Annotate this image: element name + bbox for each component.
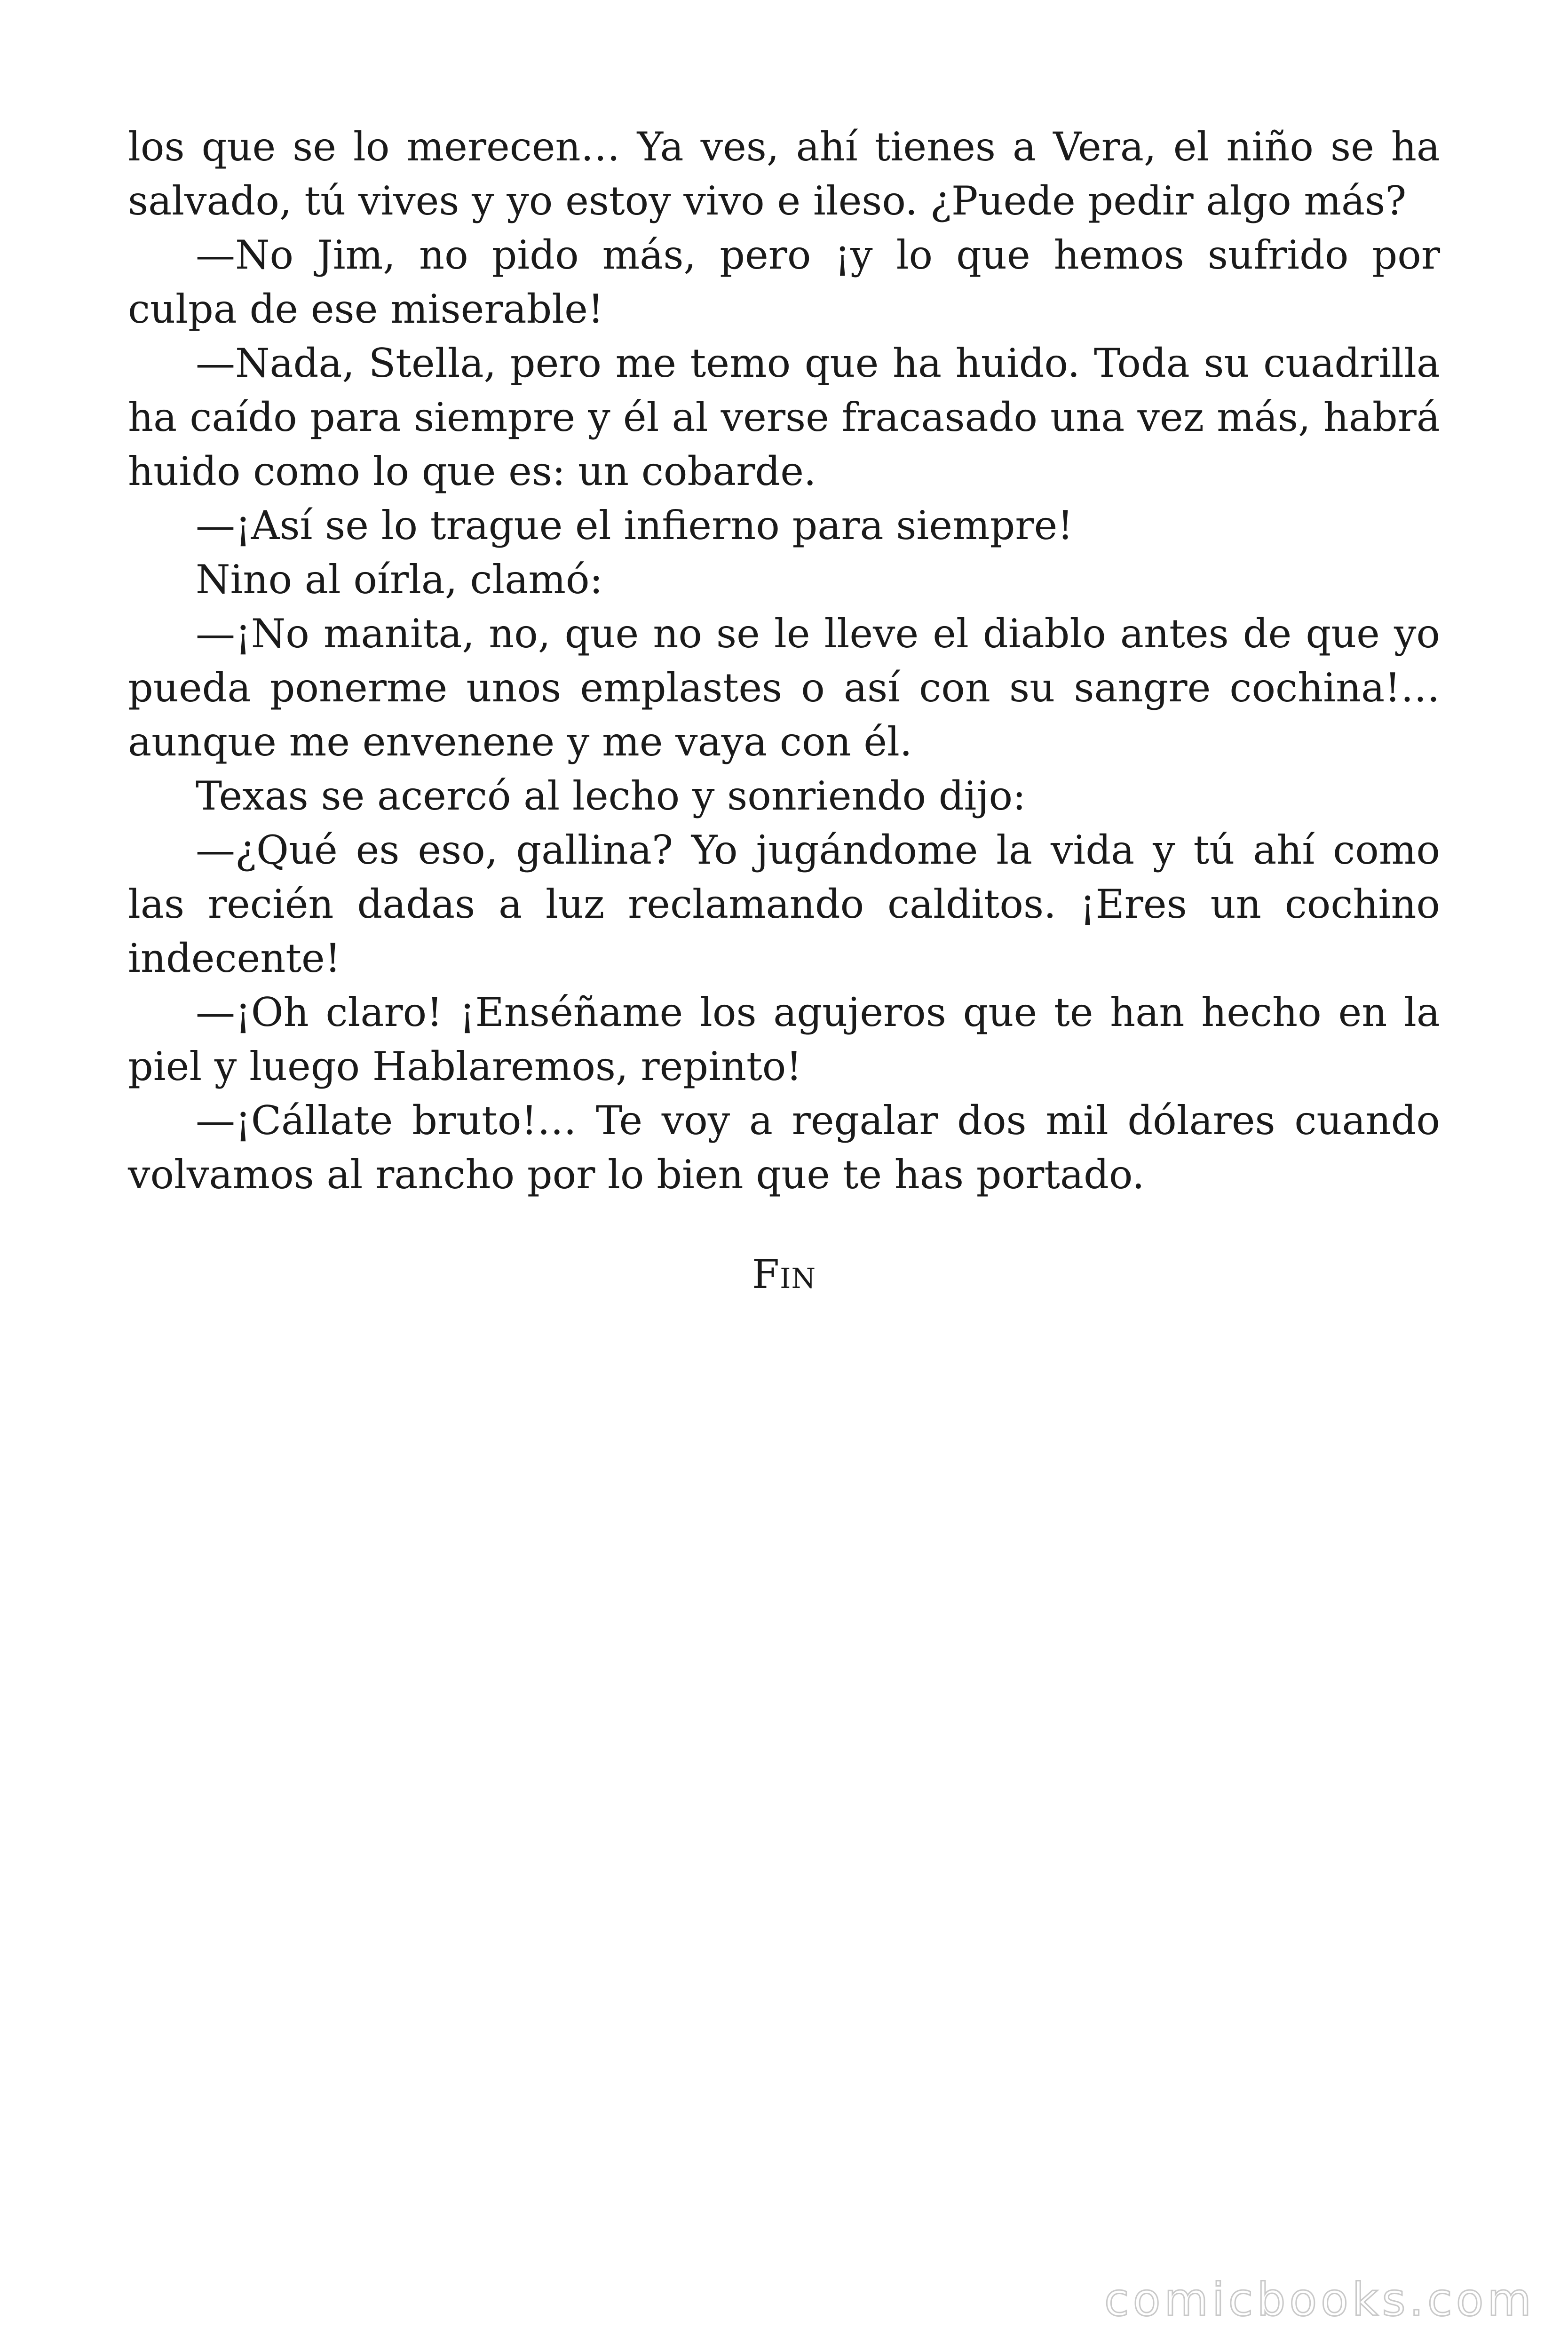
paragraph: —¡Así se lo trague el infierno para siempre! — [196, 502, 1074, 548]
paragraph: —Nada, Stella, pero me temo que ha huido. Toda su cuadrilla ha caído para siempre y él al verse fracasado una vez más, habrá huido como lo que es: un cobarde. — [128, 340, 1440, 494]
paragraph: los que se lo merecen… Ya ves, ahí tienes a Vera, el niño se ha salvado, tú vives y yo estoy vivo e ileso. ¿Puede pedir algo más? — [128, 124, 1440, 224]
end-mark: Fin — [752, 1251, 816, 1297]
paragraph: —No Jim, no pido más, pero ¡y lo que hemos sufrido por culpa de ese miserable! — [128, 232, 1440, 332]
book-page-text — [128, 120, 1440, 1202]
paragraph: —¡Oh claro! ¡Enséñame los agujeros que te han hecho en la piel y luego Hablaremos, repinto! — [128, 989, 1440, 1089]
watermark: comicbooks.com — [1104, 2273, 1535, 2326]
paragraph: Nino al oírla, clamó: — [196, 556, 603, 603]
paragraph: Texas se acercó al lecho y sonriendo dijo: — [196, 773, 1026, 819]
paragraph: —¿Qué es eso, gallina? Yo jugándome la vida y tú ahí como las recién dadas a luz reclamando calditos. ¡Eres un cochino indecente! — [128, 827, 1440, 981]
paragraph: —¡No manita, no, que no se le lleve el diablo antes de que yo pueda ponerme unos emplastes o así con su sangre cochina!… aunque me envenene y me vaya con él. — [128, 611, 1440, 765]
paragraph: —¡Cállate bruto!… Te voy a regalar dos mil dólares cuando volvamos al rancho por lo bien que te has portado. — [128, 1097, 1440, 1198]
